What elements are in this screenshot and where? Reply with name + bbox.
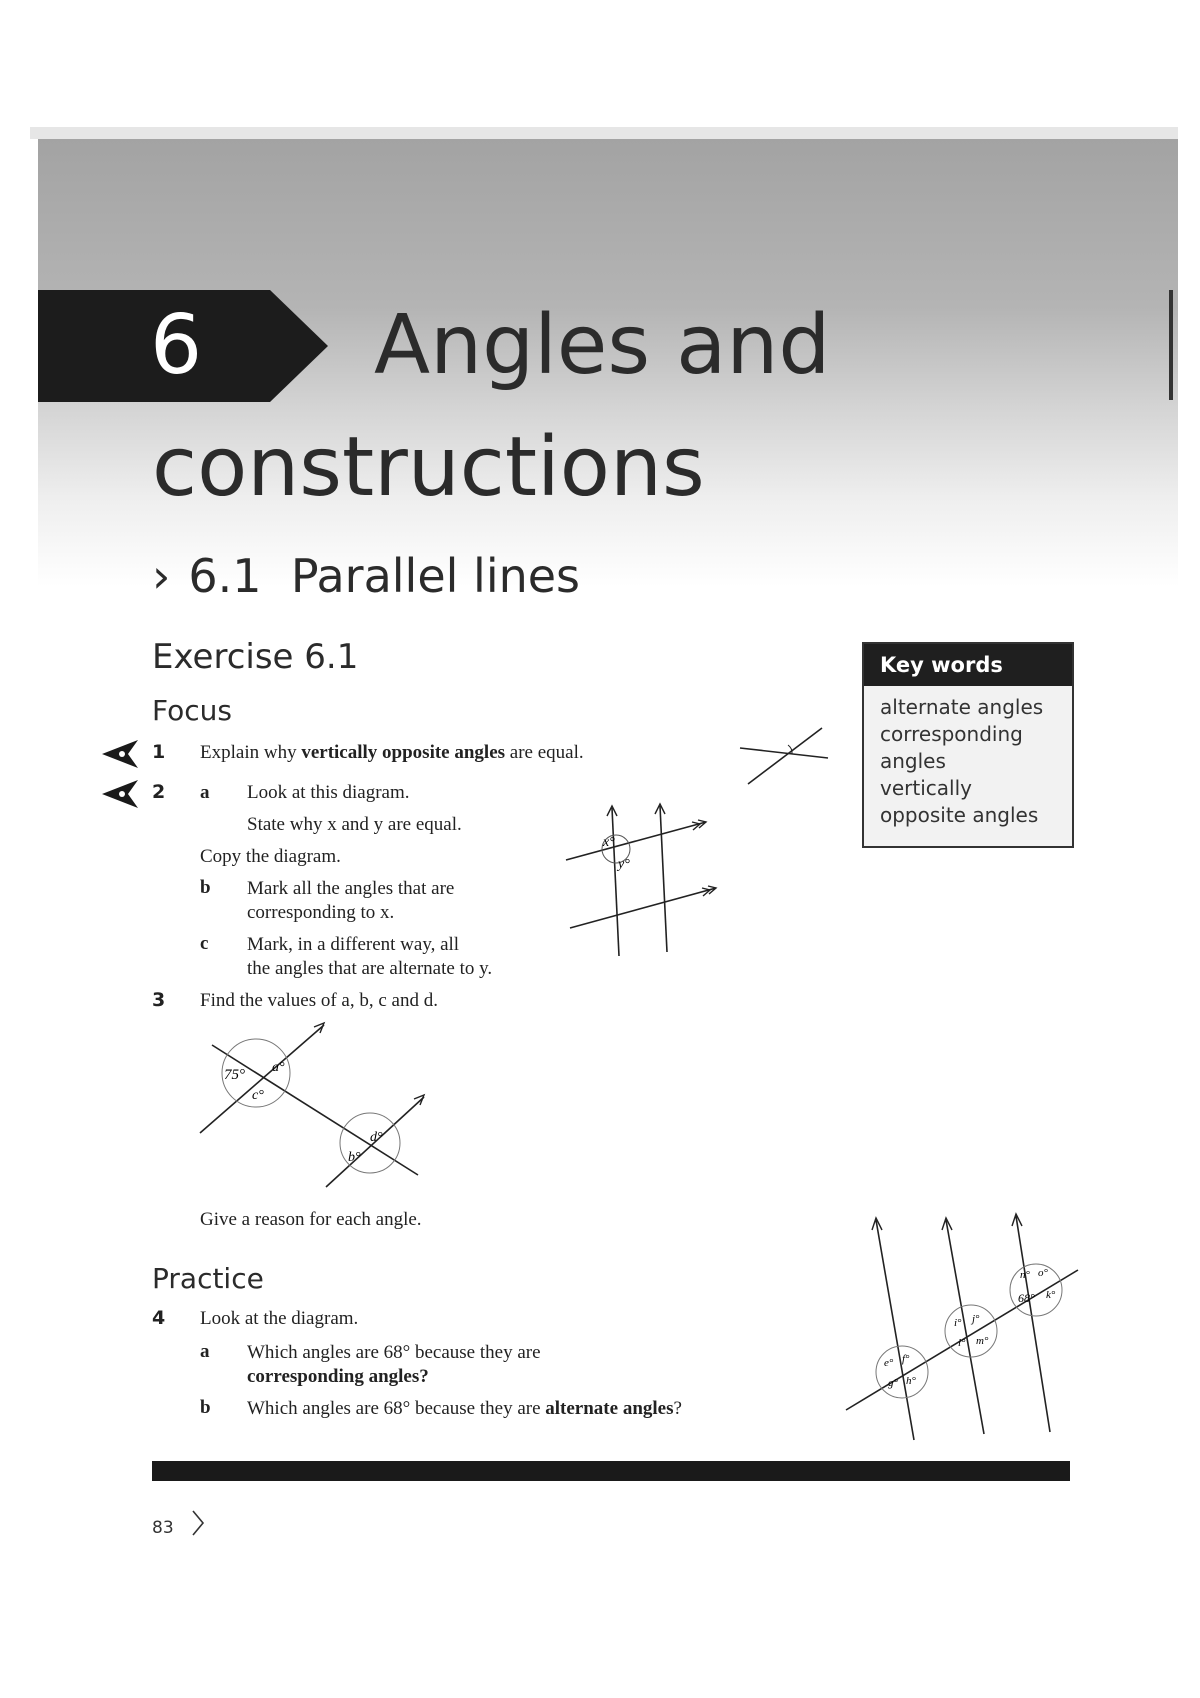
part-label: a [200, 1341, 210, 1362]
angle-label-f: f° [902, 1353, 910, 1365]
angle-label-68: 68° [1018, 1291, 1035, 1305]
key-words-list [864, 686, 1072, 837]
angle-label-i: i° [954, 1317, 962, 1329]
q1-text-part: are equal. [505, 742, 584, 763]
part-label: b [200, 877, 211, 898]
angle-label-j: j° [972, 1313, 980, 1325]
header-right-rule [1169, 290, 1173, 400]
question-4a-line1: Which angles are 68° because they are [247, 1342, 541, 1363]
key-word-item: alternate angles [880, 695, 1044, 719]
footer-bar [152, 1461, 1070, 1481]
section-number: 6.1 [188, 549, 262, 603]
question-2b-line1: Mark all the angles that are [247, 878, 455, 899]
question-number: 2 [152, 781, 166, 803]
q4b-keyword: alternate angles [545, 1398, 674, 1419]
section-title: Parallel lines [290, 549, 581, 603]
question-2c-line1: Mark, in a different way, all [247, 934, 460, 955]
question-4a-line2: corresponding angles? [247, 1366, 429, 1387]
question-2a-line1: Look at this diagram. [247, 782, 410, 803]
exercise-title: Exercise 6.1 [152, 637, 359, 677]
key-word-item: opposite angles [880, 803, 1039, 827]
angle-label-b: b° [348, 1150, 361, 1165]
angle-label-e: e° [884, 1357, 894, 1369]
angle-label-n: n° [1020, 1269, 1030, 1281]
chapter-header-background [38, 139, 1178, 699]
angle-label-c: c° [252, 1088, 264, 1103]
angle-label-h: h° [906, 1375, 916, 1387]
angle-label-k: k° [1046, 1289, 1056, 1301]
parallel-lines-diagram [560, 800, 740, 960]
header-top-band [30, 127, 1178, 139]
angle-label-l: l° [958, 1337, 966, 1349]
question-2a-line2: State why x and y are equal. [247, 814, 462, 835]
q1-text-part: Explain why [200, 742, 302, 763]
q4b-text-part: Which angles are 68° because they are [247, 1398, 546, 1419]
question-number: 4 [152, 1307, 166, 1329]
focus-heading: Focus [152, 694, 232, 727]
question-3-reason: Give a reason for each angle. [200, 1209, 422, 1230]
angle-label-y: y° [618, 857, 630, 872]
question-4-text: Look at the diagram. [200, 1308, 359, 1329]
angle-label-x: x° [603, 835, 615, 850]
section-chevron-icon: › [152, 549, 171, 603]
angle-values-diagram [190, 1015, 430, 1195]
question-number: 3 [152, 989, 166, 1011]
angle-label-g: g° [888, 1377, 898, 1389]
question-number: 1 [152, 741, 166, 763]
part-label: c [200, 933, 209, 954]
angle-label-m: m° [976, 1335, 989, 1347]
part-label: a [200, 782, 210, 803]
question-2-copy: Copy the diagram. [200, 846, 341, 867]
question-4b-text [247, 1397, 682, 1421]
chapter-number: 6 [150, 298, 203, 393]
q4b-text-part: ? [673, 1398, 682, 1419]
key-words-heading: Key words [864, 644, 1072, 686]
q1-keyword: vertically opposite angles [301, 742, 506, 763]
thinking-skills-icon [100, 734, 142, 774]
section-heading [152, 546, 580, 606]
thinking-skills-icon [100, 774, 142, 814]
page-number: 83 [152, 1518, 174, 1538]
question-1-text [200, 741, 584, 765]
practice-heading: Practice [152, 1262, 264, 1295]
angle-label-a: a° [272, 1060, 285, 1075]
vertically-opposite-diagram [730, 720, 840, 790]
question-3-text: Find the values of a, b, c and d. [200, 990, 438, 1011]
key-word-item: corresponding [880, 722, 1023, 746]
key-words-box [862, 642, 1074, 848]
angle-label-75: 75° [224, 1067, 245, 1083]
key-word-item: angles [880, 749, 946, 773]
key-word-item: vertically [880, 776, 972, 800]
three-parallel-lines-diagram [840, 1200, 1080, 1450]
chapter-title-line1: Angles and [374, 298, 831, 393]
angle-label-d: d° [370, 1130, 383, 1145]
chapter-title-line2: constructions [152, 420, 705, 515]
angle-label-o: o° [1038, 1267, 1048, 1279]
question-2c-line2: the angles that are alternate to y. [247, 958, 493, 979]
page-chevron-icon [190, 1508, 206, 1543]
question-2b-line2: corresponding to x. [247, 902, 395, 923]
part-label: b [200, 1397, 211, 1418]
